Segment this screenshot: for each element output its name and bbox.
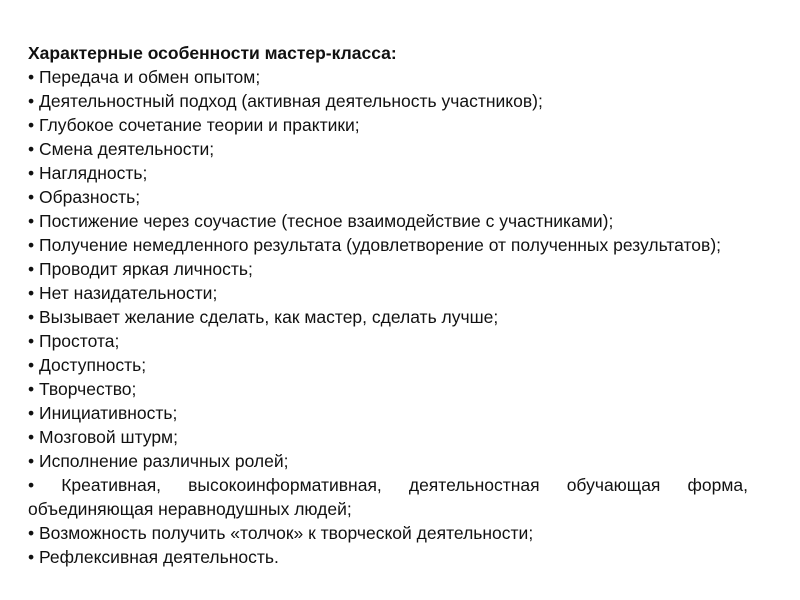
feature-list [28, 65, 748, 569]
list-item: • Образность; [28, 187, 141, 207]
list-item: • Вызывает желание сделать, как мастер, сделать лучше; [28, 307, 499, 327]
list-item: • Мозговой штурм; [28, 427, 178, 447]
list-item: • Деятельностный подход (активная деятельность участников); [28, 91, 543, 111]
list-item: • Проводит яркая личность; [28, 259, 253, 279]
list-item: • Глубокое сочетание теории и практики; [28, 115, 360, 135]
list-item: • Творчество; [28, 379, 137, 399]
slide-title: Характерные особенности мастер-класса: [28, 43, 397, 63]
list-item: • Наглядность; [28, 163, 148, 183]
list-item: • Креативная, высокоинформативная, деятельностная обучающая форма, объединяющая неравнодушных людей; [28, 475, 748, 519]
list-item: • Передача и обмен опытом; [28, 67, 261, 87]
list-item: • Инициативность; [28, 403, 178, 423]
list-item: • Простота; [28, 331, 120, 351]
list-item: • Возможность получить «толчок» к творческой деятельности; [28, 523, 534, 543]
list-item: • Рефлексивная деятельность. [28, 547, 279, 567]
list-item: • Постижение через соучастие (тесное взаимодействие с участниками); [28, 211, 614, 231]
list-item: • Нет назидательности; [28, 283, 218, 303]
list-item: • Исполнение различных ролей; [28, 451, 289, 471]
list-item: • Получение немедленного результата (удовлетворение от полученных результатов); [28, 235, 722, 255]
list-item: • Доступность; [28, 355, 147, 375]
slide-content [28, 41, 748, 569]
list-item: • Смена деятельности; [28, 139, 215, 159]
